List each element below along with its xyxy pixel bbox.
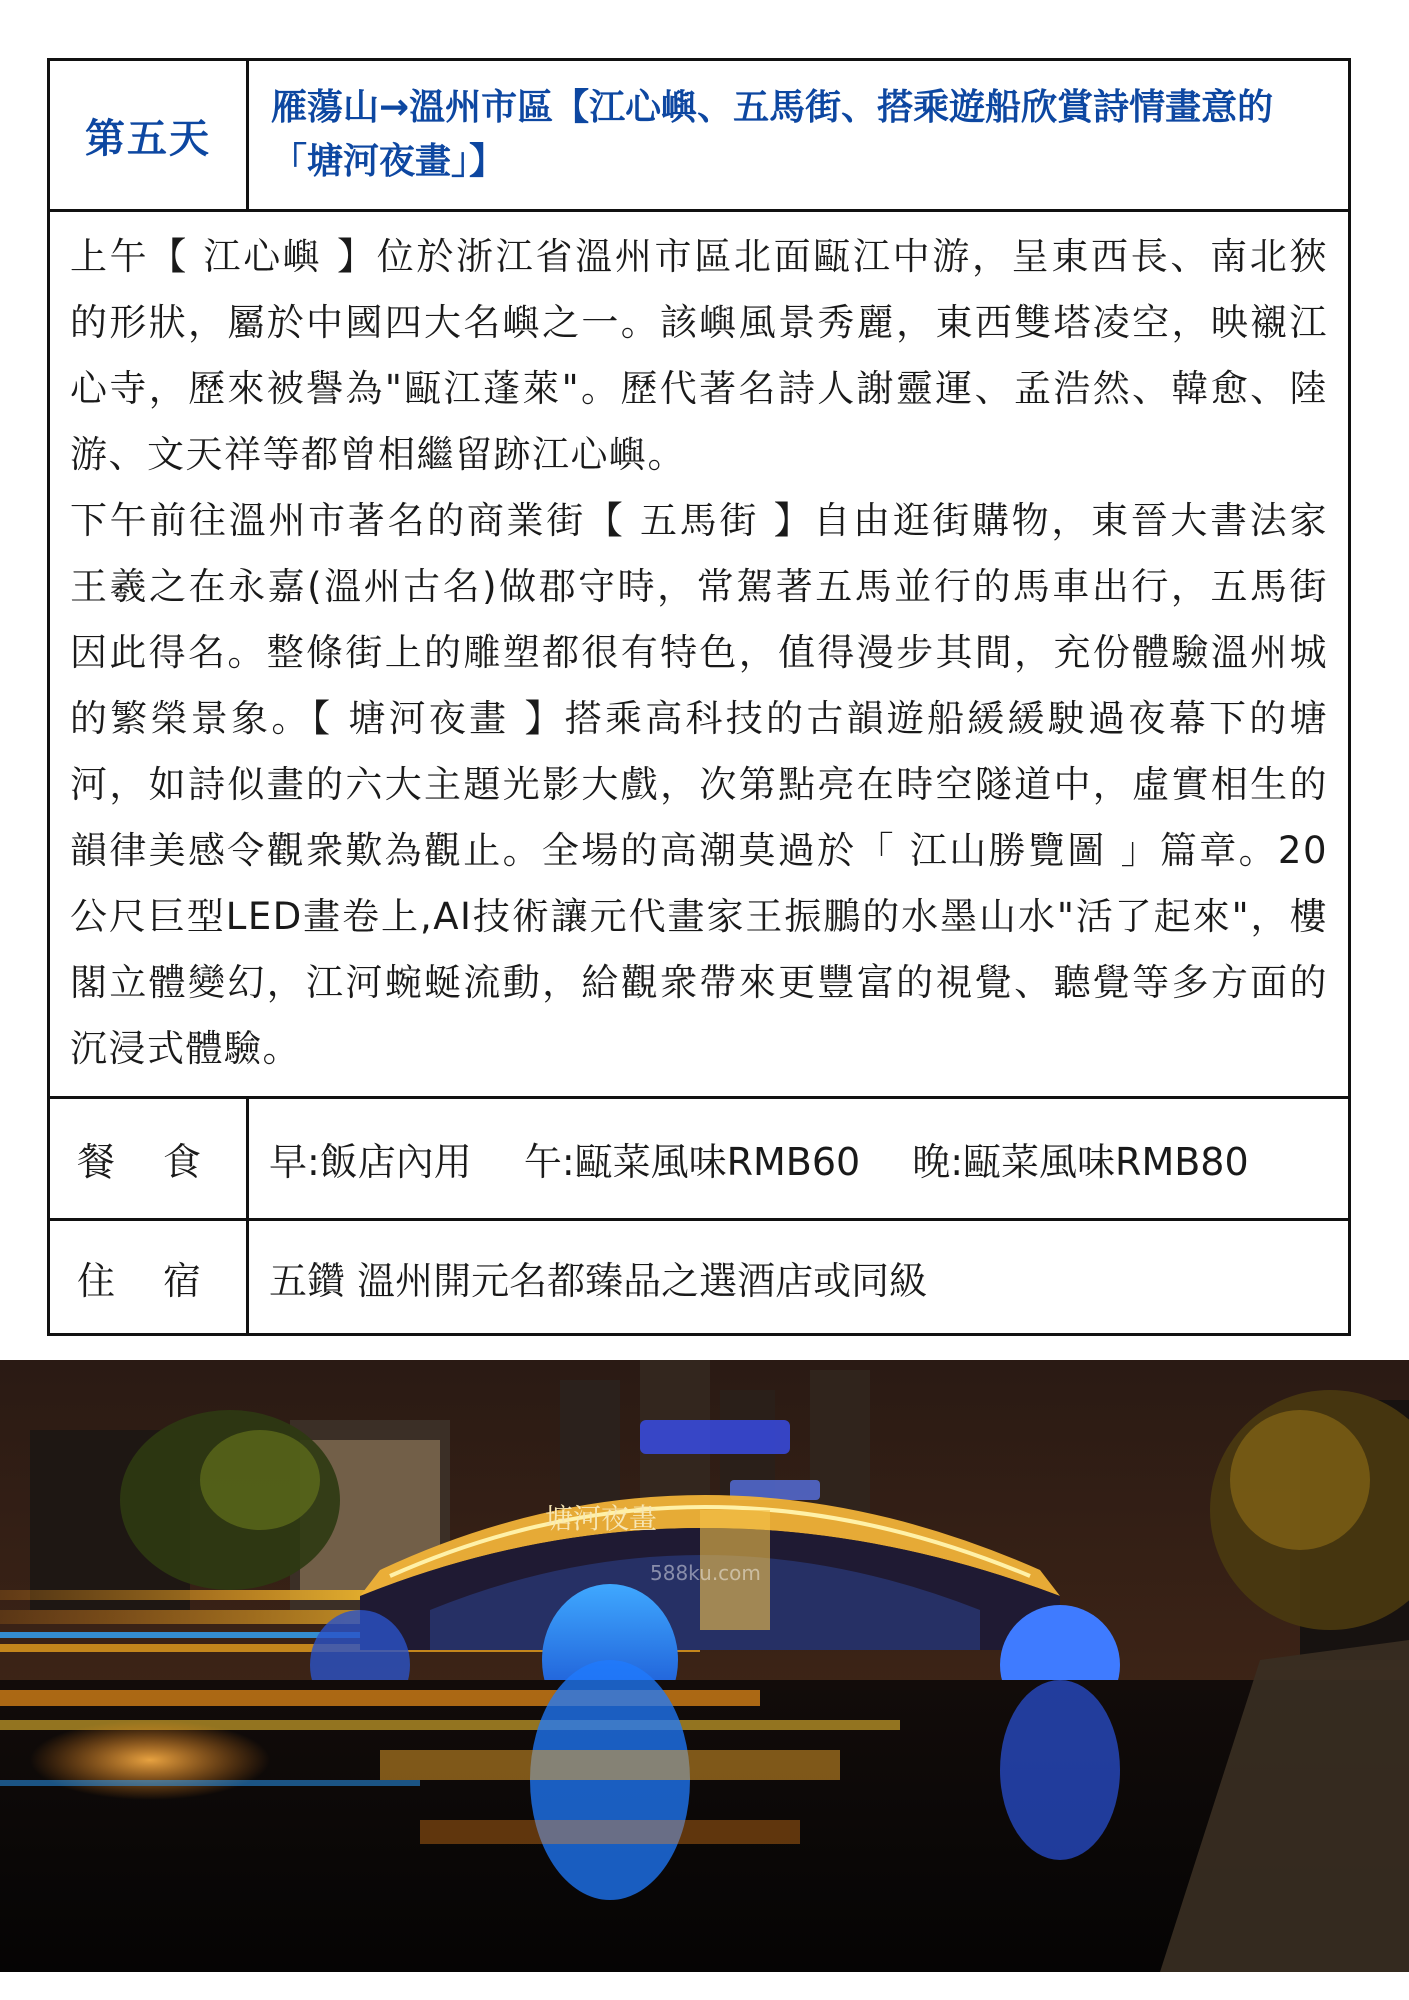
bridge-sign-text: 塘河夜畫 (545, 1502, 658, 1535)
lodging-value: 五鑽 溫州開元名都臻品之選酒店或同級 (269, 1258, 928, 1303)
meals-row (50, 1099, 1348, 1221)
meals-value (249, 1099, 1348, 1218)
lodging-label: 住 宿 (50, 1221, 249, 1333)
meals-label: 餐 食 (50, 1099, 249, 1218)
description-row (50, 212, 1348, 1099)
day-header-row (50, 61, 1348, 212)
description-paragraph-morning: 上午【 江心嶼 】位於浙江省溫州市區北面甌江中游，呈東西長、南北狹的形狀，屬於中國四大名嶼之一。該嶼風景秀麗，東西雙塔凌空，映襯江心寺，歷來被譽為"甌江蓬萊"。歷代著名詩人謝靈運、孟浩然、韓愈、陸游、文天祥等都曾相繼留跡江心嶼。 (70, 235, 1328, 476)
breakfast-text: 早:飯店內用 (269, 1140, 472, 1184)
lodging-row (50, 1221, 1348, 1333)
day-label: 第五天 (50, 61, 249, 209)
night-bridge-photo (0, 1360, 1409, 1972)
photo-watermark: 588ku.com (650, 1561, 761, 1585)
description-paragraph-afternoon: 下午前往溫州市著名的商業街【 五馬街 】自由逛街購物，東晉大書法家王羲之在永嘉(溫州古名)做郡守時，常駕著五馬並行的馬車出行，五馬街因此得名。整條街上的雕塑都很有特色，值得漫步其間，充份體驗溫州城的繁榮景象。【 塘河夜畫 】搭乘高科技的古韻遊船緩緩駛過夜幕下的塘河，如詩似畫的六大主題光影大戲，次第點亮在時空隧道中，虛實相生的韻律美感令觀衆歎為觀止。全場的高潮莫過於「 江山勝覽圖 」篇章。20公尺巨型LED畫卷上,AI技術讓元代畫家王振鵬的水墨山水"活了起來"，樓閣立體變幻，江河蜿蜒流動，給觀衆帶來更豐富的視覺、聽覺等多方面的沉浸式體驗。 (70, 499, 1328, 1070)
dinner-text: 晚:甌菜風味RMB80 (912, 1140, 1249, 1184)
description-cell (50, 212, 1348, 1096)
itinerary-table (47, 58, 1351, 1336)
day-title: 雁蕩山→溫州市區【江心嶼、五馬街、搭乘遊船欣賞詩情畫意的「塘河夜畫」】 (271, 87, 1274, 182)
lunch-text: 午:甌菜風味RMB60 (523, 1140, 861, 1184)
